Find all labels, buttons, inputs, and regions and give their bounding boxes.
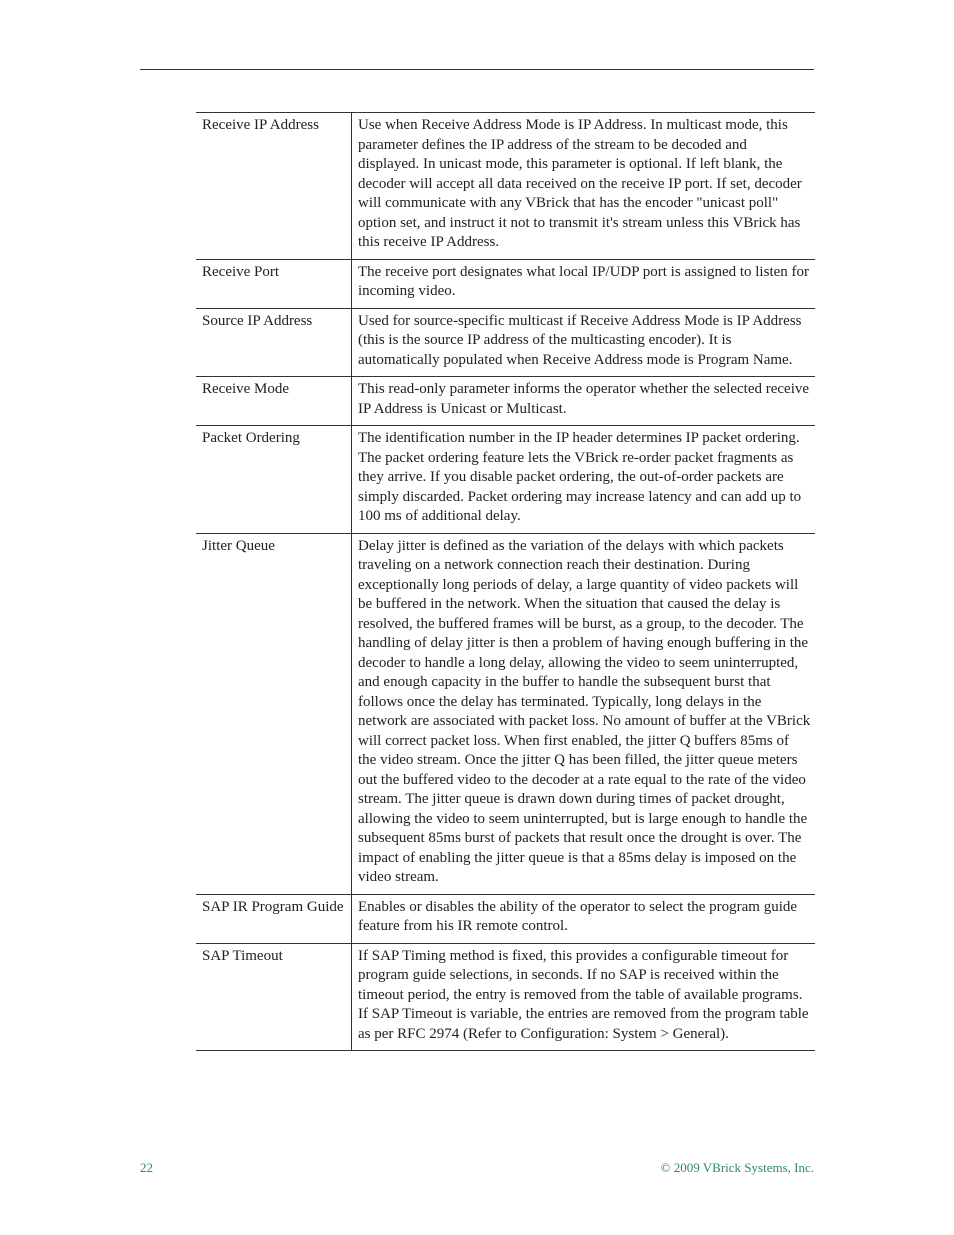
copyright-notice: © 2009 VBrick Systems, Inc. [660,1160,814,1175]
table-row [196,377,815,426]
param-name: Jitter Queue [196,533,352,894]
table-row [196,426,815,534]
table-row [196,894,815,943]
param-description: Used for source-specific multicast if Receive Address Mode is IP Address (this is the source IP address of the multicasting encoder). It is automatically populated when Receive Address mode is Program Name. [352,308,816,377]
table-row [196,259,815,308]
param-description: Use when Receive Address Mode is IP Address. In multicast mode, this parameter defines the IP address of the stream to be decoded and displayed. In unicast mode, this parameter is optional. If left blank, the decoder will accept all data received on the receive IP port. If set, decoder will communicate with any VBrick that has the encoder "unicast poll" option set, and instruct it not to transmit it's stream unless this VBrick has this receive IP Address. [352,113,816,260]
param-description: The identification number in the IP header determines IP packet ordering. The packet ordering feature lets the VBrick re-order packet fragments as they arrive. If you disable packet ordering, the out-of-order packets are simply discarded. Packet ordering may increase latency and can add up to 100 ms of additional delay. [352,426,816,534]
param-name: Receive IP Address [196,113,352,260]
param-description: This read-only parameter informs the operator whether the selected receive IP Address is Unicast or Multicast. [352,377,816,426]
table-row [196,308,815,377]
param-name: Packet Ordering [196,426,352,534]
param-description: If SAP Timing method is fixed, this provides a configurable timeout for program guide selections, in seconds. If no SAP is received within the timeout period, the entry is removed from the table of available programs. If SAP Timeout is variable, the entries are removed from the program table as per RFC 2974 (Refer to Configuration: System > General). [352,943,816,1051]
param-description: Enables or disables the ability of the operator to select the program guide feature from his IR remote control. [352,894,816,943]
page-number: 22 [140,1160,153,1175]
param-name: Source IP Address [196,308,352,377]
table-row [196,943,815,1051]
param-name: SAP IR Program Guide [196,894,352,943]
param-name: SAP Timeout [196,943,352,1051]
param-description: Delay jitter is defined as the variation of the delays with which packets traveling on a network connection reach their destination. During exceptionally long periods of delay, a large quantity of video packets will be buffered in the network. When the situation that caused the delay is resolved, the buffered frames will be burst, as a group, to the decoder. The handling of delay jitter is then a problem of having enough buffering in the decoder to handle a long delay, allowing the video to seem uninterrupted, and enough capacity in the buffer to handle the subsequent burst that follows once the delay has terminated. Typically, long delays in the network are associated with packet loss. No amount of buffer at the VBrick will correct packet loss. When first enabled, the jitter Q buffers 85ms of the video stream. Once the jitter Q has been filled, the jitter queue meters out the buffered video to the decoder at a rate equal to the rate of the video stream. The jitter queue is drawn down during times of packet drought, allowing the video to seem uninterrupted, but is large enough to handle the subsequent 85ms burst of packets that result once the drought is over. The impact of enabling the jitter queue is that a 85ms delay is imposed on the video stream. [352,533,816,894]
param-name: Receive Port [196,259,352,308]
header-rule [140,69,814,70]
table-row [196,113,815,260]
parameter-table [196,112,815,1051]
param-description: The receive port designates what local IP/UDP port is assigned to listen for incoming video. [352,259,816,308]
param-name: Receive Mode [196,377,352,426]
table-row [196,533,815,894]
